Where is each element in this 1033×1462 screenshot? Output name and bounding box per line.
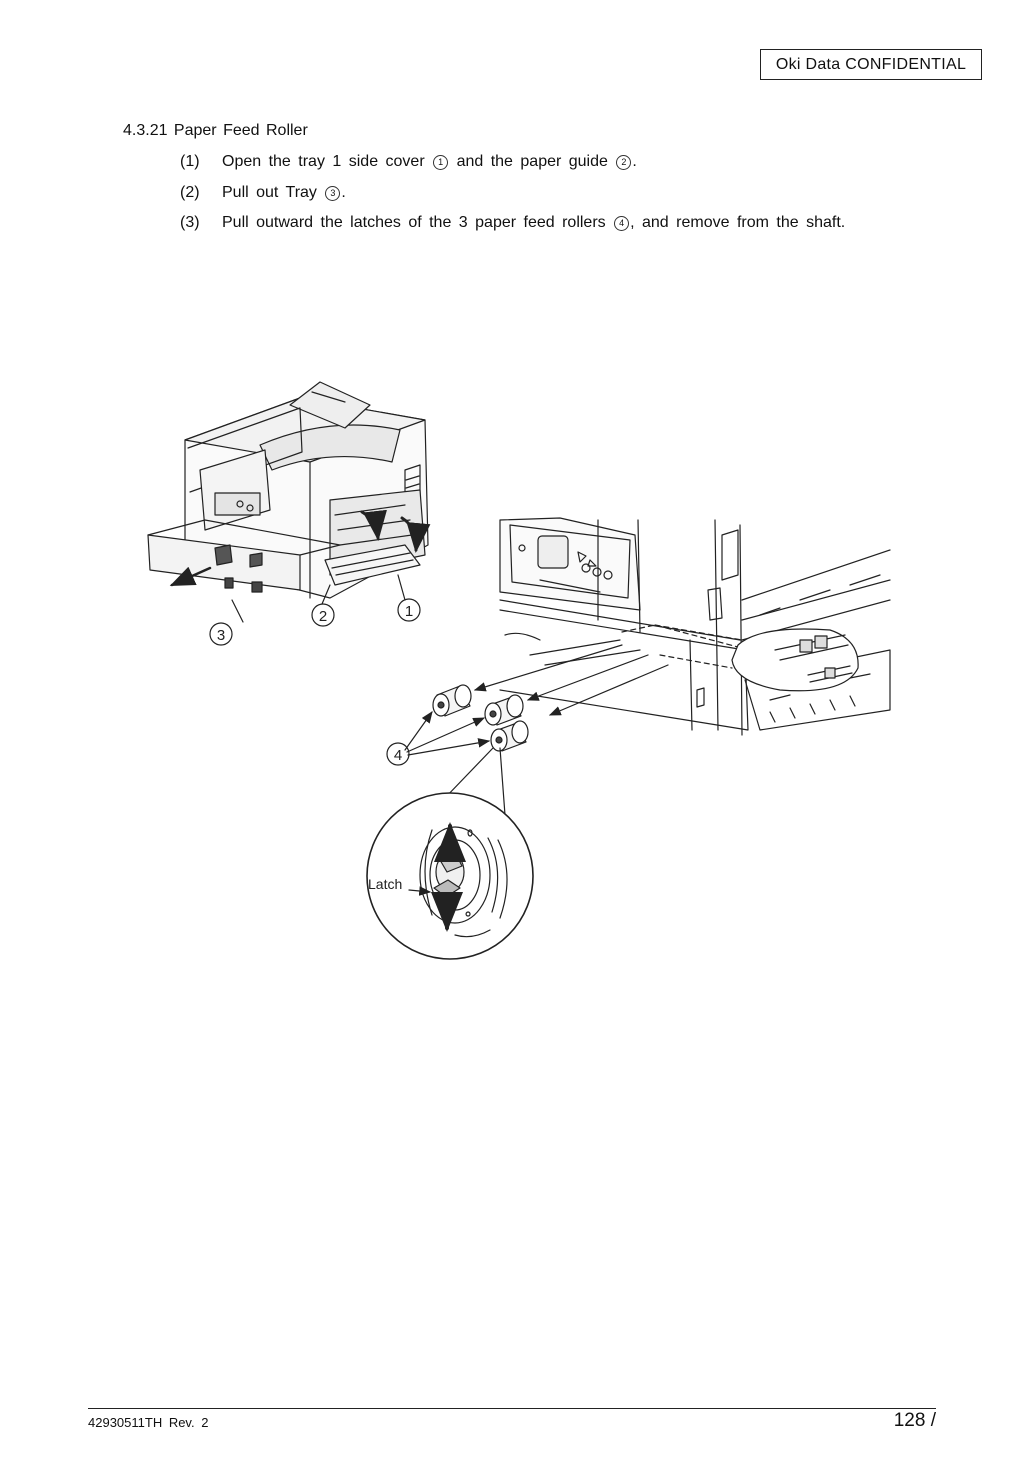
step-number: (2) (180, 184, 200, 201)
step-text: . (632, 153, 637, 170)
step-text: and the paper guide (456, 153, 608, 170)
step-text: Pull out Tray (222, 184, 317, 201)
latch-detail-drawing (367, 748, 533, 959)
callout-marker: 2 (616, 155, 631, 170)
callout-marker: 1 (433, 155, 448, 170)
callout-4: 4 (393, 747, 403, 764)
callout-marker: 4 (614, 216, 629, 231)
document-id: 42930511TH Rev. 2 (88, 1415, 209, 1430)
section-title: 4.3.21 Paper Feed Roller (123, 122, 308, 139)
step-text: , and remove from the shaft. (630, 214, 846, 231)
step-text: . (341, 184, 346, 201)
step-number: (3) (180, 214, 200, 231)
feed-rollers-drawing (405, 685, 528, 755)
step-text: Pull outward the latches of the 3 paper feed rollers (222, 214, 606, 231)
confidential-label: Oki Data CONFIDENTIAL (760, 49, 982, 80)
printer-closeup-drawing (475, 518, 890, 735)
callout-marker: 3 (325, 186, 340, 201)
callout-1: 1 (404, 603, 414, 620)
step-number: (1) (180, 153, 200, 170)
callout-2: 2 (318, 608, 328, 625)
step-text: Open the tray 1 side cover (222, 153, 425, 170)
latch-label: Latch (368, 876, 403, 892)
callout-3: 3 (216, 627, 226, 644)
printer-overview-drawing (148, 382, 428, 622)
page-number: 128 / (893, 1410, 936, 1431)
footer-divider (88, 1408, 936, 1409)
